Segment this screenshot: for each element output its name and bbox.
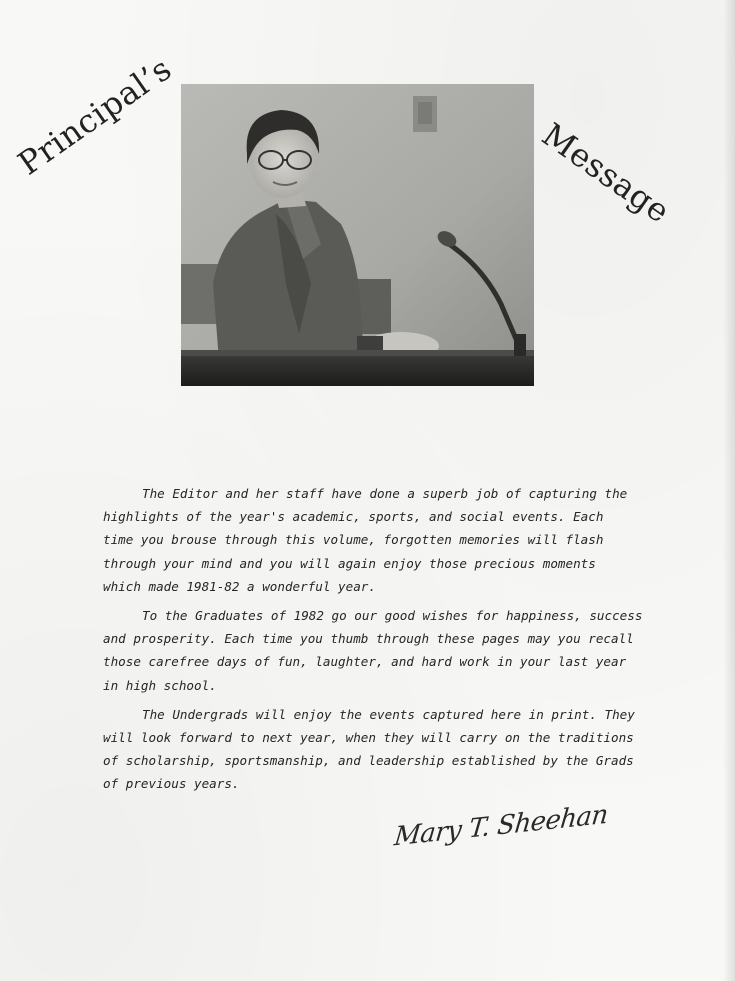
message-line: will look forward to next year, when they will carry on the traditions (103, 730, 634, 746)
message-line: highlights of the year's academic, sports, and social events. Each (103, 509, 604, 525)
heading-message: Message (535, 115, 677, 231)
message-line: in high school. (103, 677, 217, 693)
principal-photo (181, 84, 534, 386)
principal-photo-illustration (181, 84, 534, 386)
message-line: of previous years. (103, 776, 240, 792)
message-line: To the Graduates of 1982 go our good wishes for happiness, success (142, 608, 643, 624)
message-line: time you brouse through this volume, forgotten memories will flash (103, 532, 604, 548)
message-paragraph-1 (103, 482, 663, 598)
message-paragraph-3 (103, 703, 663, 796)
message-line: those carefree days of fun, laughter, and hard work in your last year (103, 654, 627, 670)
message-line: and prosperity. Each time you thumb through these pages may you recall (103, 631, 634, 647)
page-edge-shadow (723, 0, 735, 981)
message-line: through your mind and you will again enjoy those precious moments (103, 555, 596, 571)
heading-principals: Principal’s (11, 49, 179, 183)
message-line: which made 1981-82 a wonderful year. (103, 578, 376, 594)
signature-name: Mary T. Sheehan (392, 799, 610, 853)
principal-signature (392, 799, 611, 872)
message-body (103, 482, 663, 802)
message-paragraph-2 (103, 604, 663, 697)
message-line: of scholarship, sportsmanship, and leadership established by the Grads (103, 753, 634, 769)
message-line: The Editor and her staff have done a superb job of capturing the (142, 486, 628, 501)
message-line: The Undergrads will enjoy the events captured here in print. They (142, 706, 635, 722)
